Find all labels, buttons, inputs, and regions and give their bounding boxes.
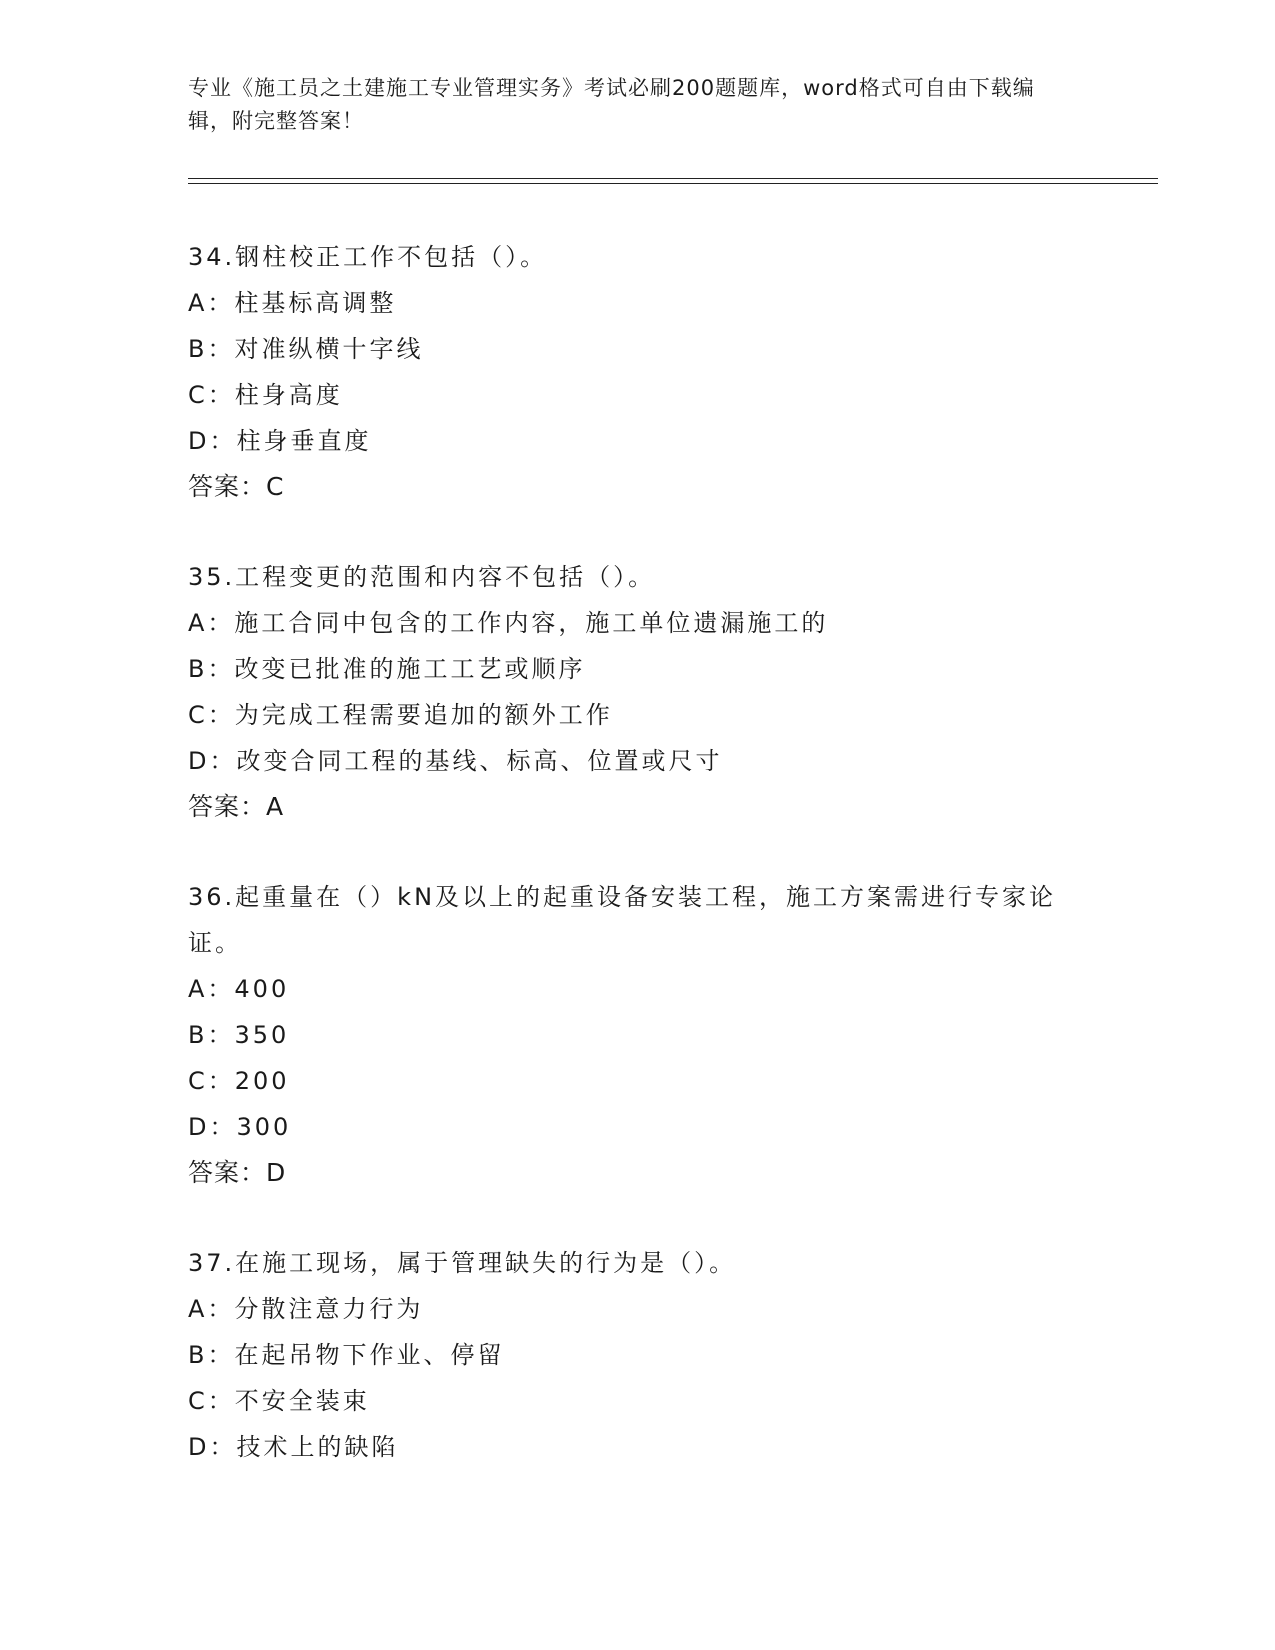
option-b: B：改变已批准的施工工艺或顺序 xyxy=(188,655,586,683)
option-c: C：200 xyxy=(188,1067,290,1095)
question-stem: 35.工程变更的范围和内容不包括（）。 xyxy=(188,563,656,591)
option-d: D：柱身垂直度 xyxy=(188,427,372,455)
option-c: C：为完成工程需要追加的额外工作 xyxy=(188,701,613,729)
option-b: B：350 xyxy=(188,1021,290,1049)
option-a: A：400 xyxy=(188,975,290,1003)
question-37 xyxy=(188,1240,1108,1470)
option-c: C：柱身高度 xyxy=(188,381,343,409)
question-34 xyxy=(188,234,1108,510)
option-c: C：不安全装束 xyxy=(188,1387,370,1415)
option-d: D：技术上的缺陷 xyxy=(188,1433,399,1461)
option-d: D：300 xyxy=(188,1113,292,1141)
question-35 xyxy=(188,554,1108,830)
question-stem: 34.钢柱校正工作不包括（）。 xyxy=(188,243,548,271)
question-stem: 36.起重量在（）kN及以上的起重设备安装工程，施工方案需进行专家论证。 xyxy=(188,883,1057,957)
option-a: A：分散注意力行为 xyxy=(188,1295,424,1323)
answer-line: 答案：C xyxy=(188,472,285,501)
answer-line: 答案：D xyxy=(188,1158,287,1187)
header-divider-top xyxy=(188,178,1158,179)
question-stem: 37.在施工现场，属于管理缺失的行为是（）。 xyxy=(188,1249,737,1277)
option-a: A：柱基标高调整 xyxy=(188,289,397,317)
document-header: 专业《施工员之土建施工专业管理实务》考试必刷200题题库，word格式可自由下载编辑，附完整答案！ xyxy=(188,76,1035,133)
option-b: B：在起吊物下作业、停留 xyxy=(188,1341,505,1369)
option-b: B：对准纵横十字线 xyxy=(188,335,424,363)
option-d: D：改变合同工程的基线、标高、位置或尺寸 xyxy=(188,747,723,775)
question-36 xyxy=(188,874,1108,1196)
option-a: A：施工合同中包含的工作内容，施工单位遗漏施工的 xyxy=(188,609,829,637)
answer-line: 答案：A xyxy=(188,792,285,821)
header-divider-bottom xyxy=(188,183,1158,184)
